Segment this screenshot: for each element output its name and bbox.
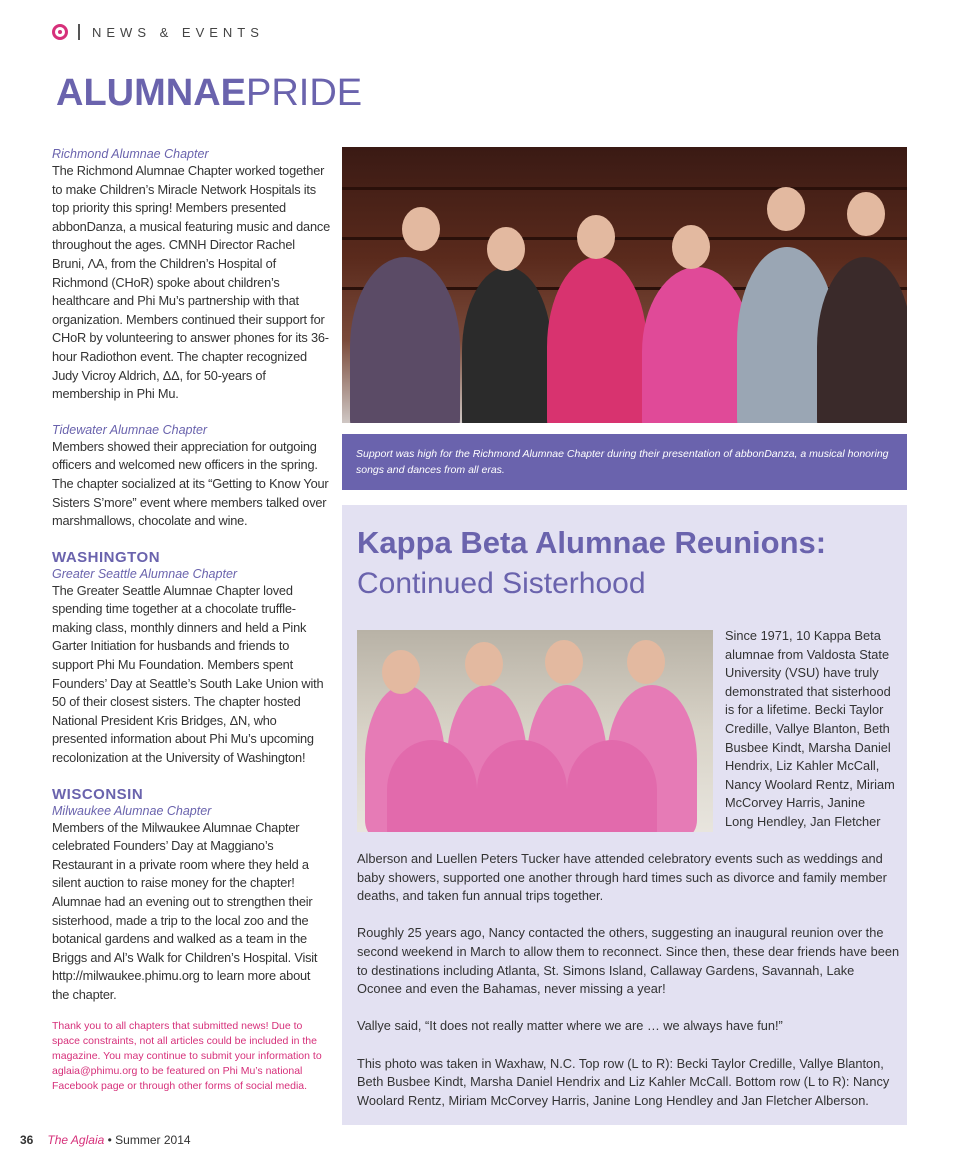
kappa-beta-paragraph-3: Vallye said, “It does not really matter where we are … we always have fun!” <box>357 1018 783 1034</box>
chapter-name-richmond: Richmond Alumnae Chapter <box>52 147 209 161</box>
title-bold: ALUMNAE <box>56 72 246 114</box>
richmond-group-photo <box>342 147 907 423</box>
kappa-beta-article <box>342 505 907 1125</box>
article-tidewater: Members showed their appreciation for outgoing officers and welcomed new officers in the spring. The chapter socialized at its “Getting to Know Your Sisters S’more” event where members talked over marshmallows, chocolate and wine. <box>52 438 329 529</box>
section-header <box>52 24 264 40</box>
divider <box>78 24 80 40</box>
kappa-beta-paragraph-1: Alberson and Luellen Peters Tucker have attended celebratory events such as weddings and baby showers, supported one another through hard times such as divorce and family member deaths, and taken fun annual trips together. <box>357 851 887 904</box>
page-title <box>56 74 362 112</box>
kappa-beta-paragraph-4: This photo was taken in Waxhaw, N.C. Top row (L to R): Becki Taylor Credille, Vallye Blanton, Beth Busbee Kindt, Marsha Daniel Hendrix and Liz Kahler McCall. Bottom row (L to R): Nancy Woolard Rentz, Miriam McCorvey Harris, Janine Long Hendley and Jan Fletcher Alberson. <box>357 1055 890 1108</box>
chapter-name-tidewater: Tidewater Alumnae Chapter <box>52 422 208 437</box>
chapter-name-seattle: Greater Seattle Alumnae Chapter <box>52 566 238 581</box>
page-number: 36 <box>20 1133 34 1147</box>
flower-icon <box>52 24 68 40</box>
kappa-beta-group-photo <box>357 630 713 832</box>
kappa-beta-subtitle: Continued Sisterhood <box>357 567 646 600</box>
region-washington: WASHINGTON <box>52 548 161 566</box>
chapter-name-milwaukee: Milwaukee Alumnae Chapter <box>52 803 212 818</box>
article-seattle: The Greater Seattle Alumnae Chapter loved spending time together at a chocolate truffle-making class, monthly dinners and held a Pink Garter Initiation for husbands and friends to support Phi Mu Foundation. Members spent Founders’ Day at Seattle’s South Lake Union with 50 of their closest sisters. The chapter hosted National President Kris Bridges, ΔΝ, who presented information about Phi Mu’s upcoming recolonization at the University of Washington! <box>52 582 324 766</box>
title-light: PRIDE <box>245 72 363 114</box>
kappa-beta-title: Kappa Beta Alumnae Reunions: <box>357 525 827 560</box>
photo-caption-box <box>342 434 907 490</box>
section-label: NEWS & EVENTS <box>92 24 264 40</box>
kappa-beta-intro: Since 1971, 10 Kappa Beta alumnae from Valdosta State University (VSU) have truly demonstrated that sisterhood is for a lifetime. Becki Taylor Credille, Vallye Blanton, Beth Busbee Kindt, Marsha Daniel Hendrix, Liz Kahler McCall, Nancy Woolard Rentz, Miriam McCorvey Harris, Janine Long Hendley, Jan Fletcher <box>725 628 895 829</box>
kappa-beta-body <box>357 850 902 1129</box>
magazine-name: The Aglaia <box>47 1133 105 1147</box>
photo-caption: Support was high for the Richmond Alumnae Chapter during their presentation of abbonDanza, a musical honoring songs and dances from all eras. <box>356 448 889 476</box>
article-milwaukee: Members of the Milwaukee Alumnae Chapter celebrated Founders’ Day at Maggiano’s Restaurant in a private room where they held a silent auction to raise money for the chapter! Alumnae had an evening out to strengthen their sisterhood, made a trip to the local zoo and the botanical gardens and walked as a team in the Briggs and Al’s Walk for Children’s Hospital. Visit http://milwaukee.phimu.org to learn more about the chapter. <box>52 819 318 1002</box>
page-footer <box>20 1133 191 1147</box>
left-column <box>52 146 330 1094</box>
thanks-note: Thank you to all chapters that submitted news! Due to space constraints, not all articles could be included in the magazine. You may continue to submit your information to aglaia@phimu.org to be featured on Phi Mu’s national Facebook page or through other forms of social media. <box>52 1019 322 1092</box>
region-wisconsin: WISCONSIN <box>52 785 144 803</box>
kappa-beta-paragraph-2: Roughly 25 years ago, Nancy contacted the others, suggesting an inaugural reunion over the second weekend in March to allow them to reconnect. Since then, these dear friends have been to destinations including Atlanta, St. Simons Island, Callaway Gardens, Savannah, Lake Oconee and even the Bahamas, never missing a year! <box>357 925 900 997</box>
article-richmond: The Richmond Alumnae Chapter worked together to make Children’s Miracle Network Hospitals its top priority this spring! Members presented abbonDanza, a musical featuring music and dance throughout the ages. CMNH Director Rachel Bruni, ΛΑ, from the Children’s Hospital of Richmond (CHoR) spoke about children’s healthcare and Phi Mu’s partnership with that organization. Members continued their support for CHoR by volunteering to answer phones for its 36-hour Radiothon event. The chapter recognized Judy Vicroy Aldrich, ΔΔ, for 50-years of membership in Phi Mu. <box>52 163 330 402</box>
issue-label: • Summer 2014 <box>104 1133 191 1147</box>
